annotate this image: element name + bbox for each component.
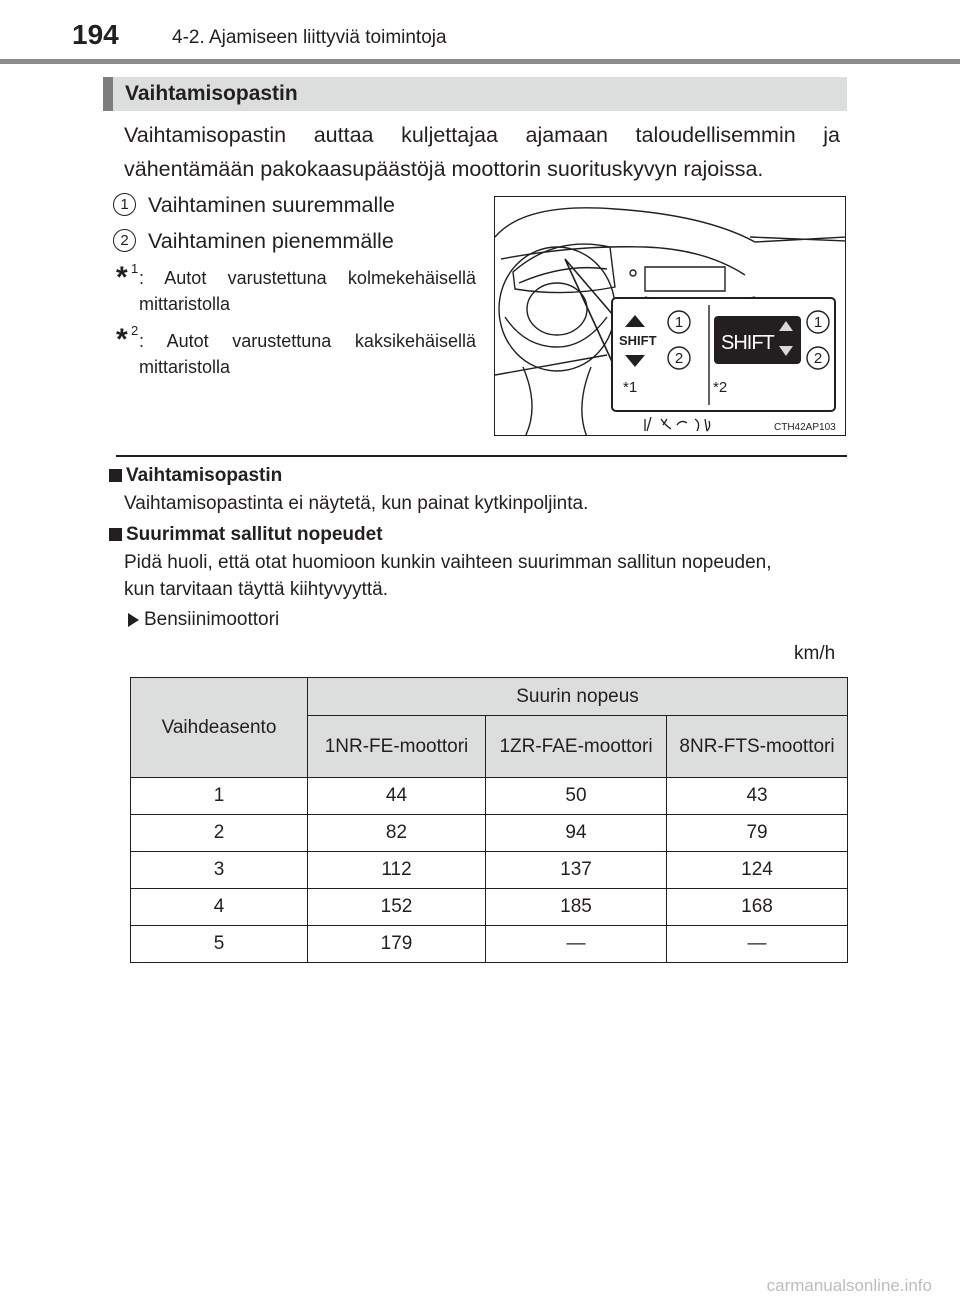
subheading-shift-indicator: Vaihtamisopastin — [126, 465, 283, 486]
cell-speed: 44 — [308, 778, 486, 815]
table-row — [131, 815, 848, 852]
dashboard-drawing — [495, 197, 846, 436]
cell-gear: 4 — [131, 889, 308, 926]
max-speed-table — [130, 677, 848, 963]
chapter-title: 4-2. Ajamiseen liittyviä toimintoja — [172, 27, 447, 48]
unit-label: km/h — [794, 643, 836, 664]
cell-speed-na: — — [486, 926, 667, 963]
page-number: 194 — [72, 19, 119, 50]
bullet-petrol-engine: Bensiinimoottori — [144, 609, 280, 630]
callout-number-2: 2 — [113, 229, 136, 252]
callout-number-1: 1 — [113, 193, 136, 216]
table-row — [131, 852, 848, 889]
cell-speed: 124 — [667, 852, 848, 889]
square-bullet-1 — [109, 469, 122, 482]
footnote-2-mark: * — [116, 323, 128, 356]
cell-speed: 94 — [486, 815, 667, 852]
illustration-code: CTH42AP103 — [774, 422, 836, 433]
table-row — [131, 926, 848, 963]
triangle-bullet — [128, 613, 139, 627]
footnote-1-text: : Autot varustettuna kolmekehäisellä mittaristolla — [139, 268, 476, 314]
header-engine-8nr: 8NR-FTS-moottori — [667, 716, 848, 778]
shift-display-label: SHIFT — [721, 332, 774, 354]
cell-speed: 168 — [667, 889, 848, 926]
cell-speed-na: — — [667, 926, 848, 963]
section-divider — [116, 455, 847, 457]
header-max-speed: Suurin nopeus — [308, 678, 848, 716]
illus-star-2: *2 — [713, 379, 728, 396]
header-gear: Vaihdeasento — [131, 678, 308, 778]
cell-speed: 50 — [486, 778, 667, 815]
cell-speed: 179 — [308, 926, 486, 963]
shift-label-small: SHIFT — [619, 333, 657, 348]
table-row — [131, 889, 848, 926]
table-header-row — [131, 678, 848, 716]
text-max-speeds-line1: Pidä huoli, että otat huomioon kunkin vaihteen suurimman sallitun nopeuden, — [124, 552, 772, 573]
shift-indicator-illustration — [494, 196, 846, 436]
cell-speed: 79 — [667, 815, 848, 852]
header-engine-1zr: 1ZR-FAE-moottori — [486, 716, 667, 778]
section-heading — [103, 77, 847, 111]
header-rule — [0, 59, 960, 64]
cell-speed: 112 — [308, 852, 486, 889]
illus-callout-1-left: 1 — [674, 314, 684, 331]
cell-speed: 185 — [486, 889, 667, 926]
intro-paragraph: Vaihtamisopastin auttaa kuljettajaa ajamaan taloudellisemmin ja vähentämään pakokaasupäästöjä moottorin suorituskyvyn rajoissa. — [124, 123, 840, 181]
footnote-2-index: 2 — [131, 323, 139, 338]
section-heading-bar — [103, 77, 113, 111]
footnote-2-text: : Autot varustettuna kaksikehäisellä mittaristolla — [139, 331, 476, 377]
illus-star-1: *1 — [623, 379, 638, 396]
cell-speed: 137 — [486, 852, 667, 889]
illus-callout-2-right: 2 — [813, 350, 823, 367]
square-bullet-2 — [109, 528, 122, 541]
header-engine-1nr: 1NR-FE-moottori — [308, 716, 486, 778]
footnote-1-index: 1 — [131, 261, 139, 276]
footnote-1-mark: * — [116, 261, 128, 294]
cell-gear: 1 — [131, 778, 308, 815]
text-max-speeds-line2: kun tarvitaan täyttä kiihtyvyyttä. — [124, 579, 389, 600]
cell-gear: 5 — [131, 926, 308, 963]
cell-speed: 152 — [308, 889, 486, 926]
callout-label-downshift: Vaihtaminen pienemmälle — [148, 229, 394, 253]
illus-callout-2-left: 2 — [674, 350, 684, 367]
watermark: carmanualsonline.info — [766, 1276, 932, 1295]
subheading-max-speeds: Suurimmat sallitut nopeudet — [126, 524, 383, 545]
illus-callout-1-right: 1 — [813, 314, 823, 331]
table-row — [131, 778, 848, 815]
cell-gear: 3 — [131, 852, 308, 889]
callout-label-upshift: Vaihtaminen suuremmalle — [148, 193, 395, 217]
section-title: Vaihtamisopastin — [125, 82, 298, 105]
cell-speed: 82 — [308, 815, 486, 852]
cell-gear: 2 — [131, 815, 308, 852]
text-shift-indicator: Vaihtamisopastinta ei näytetä, kun painat kytkinpoljinta. — [124, 493, 589, 514]
cell-speed: 43 — [667, 778, 848, 815]
